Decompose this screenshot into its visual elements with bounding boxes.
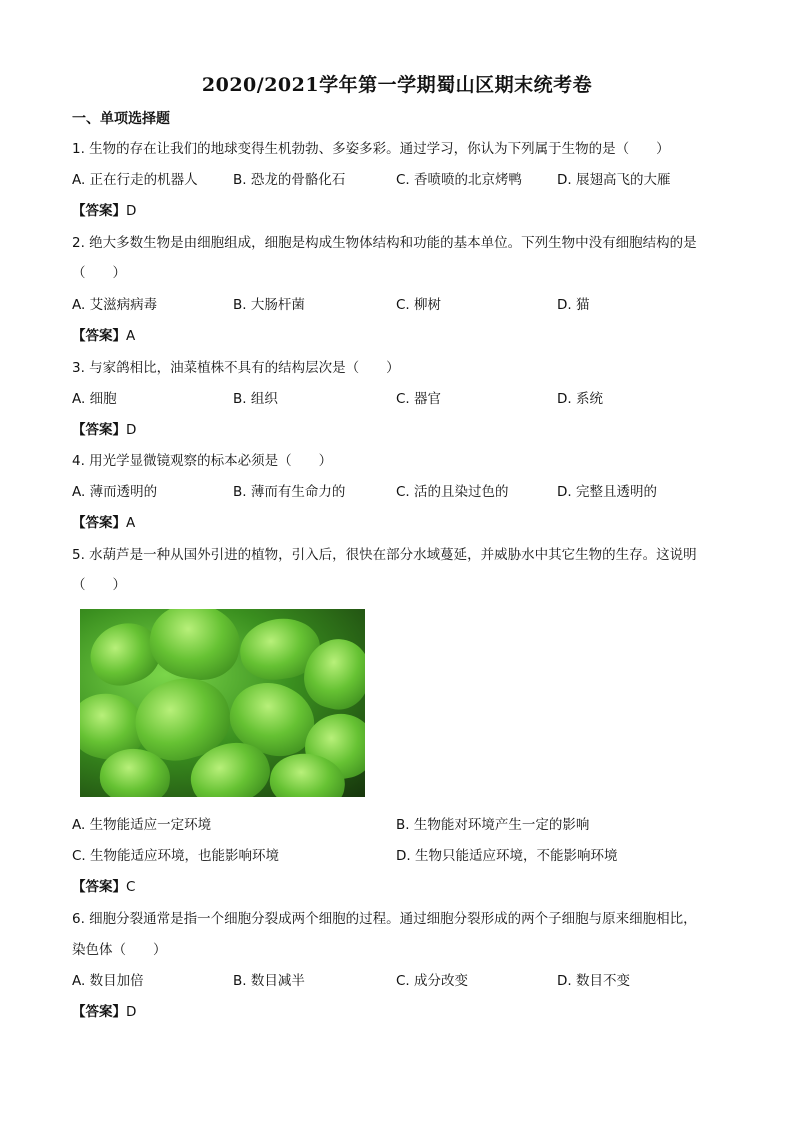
answer-value: C bbox=[126, 879, 136, 895]
answer-value: D bbox=[126, 1004, 137, 1020]
question-1-option-b: B. 恐龙的骨骼化石 bbox=[233, 172, 346, 188]
answer-tag: 【答案】 bbox=[72, 515, 126, 531]
answer-value: D bbox=[126, 203, 137, 219]
water-hyacinth-photo bbox=[80, 609, 365, 797]
question-4-option-a: A. 薄而透明的 bbox=[72, 484, 158, 500]
question-5-option-c: C. 生物能适应环境，也能影响环境 bbox=[72, 848, 280, 864]
answer-tag: 【答案】 bbox=[72, 422, 126, 438]
answer-tag: 【答案】 bbox=[72, 328, 126, 344]
question-1-stem: 1. 生物的存在让我们的地球变得生机勃勃、多姿多彩。通过学习，你认为下列属于生物的是（ ） bbox=[72, 141, 670, 157]
question-5-option-d: D. 生物只能适应环境，不能影响环境 bbox=[396, 848, 618, 864]
question-6-answer bbox=[72, 1002, 136, 1022]
question-1-option-c: C. 香喷喷的北京烤鸭 bbox=[396, 172, 523, 188]
question-3-answer bbox=[72, 420, 136, 440]
question-3-option-d: D. 系统 bbox=[557, 391, 603, 407]
answer-tag: 【答案】 bbox=[72, 203, 126, 219]
question-3-option-b: B. 组织 bbox=[233, 391, 278, 407]
question-5-option-b: B. 生物能对环境产生一定的影响 bbox=[396, 817, 590, 833]
answer-value: A bbox=[126, 515, 136, 531]
answer-tag: 【答案】 bbox=[72, 879, 126, 895]
question-6-stem-cont: 染色体（ ） bbox=[72, 942, 167, 958]
question-1-option-d: D. 展翅高飞的大雁 bbox=[557, 172, 671, 188]
question-1-option-a: A. 正在行走的机器人 bbox=[72, 172, 198, 188]
question-4-option-b: B. 薄而有生命力的 bbox=[233, 484, 346, 500]
question-6-option-a: A. 数目加倍 bbox=[72, 973, 144, 989]
answer-value: A bbox=[126, 328, 136, 344]
question-2-answer bbox=[72, 326, 135, 346]
leaf-shape bbox=[144, 609, 246, 686]
question-2-stem: 2. 绝大多数生物是由细胞组成，细胞是构成生物体结构和功能的基本单位。下列生物中没有细胞结构的是 bbox=[72, 235, 697, 251]
question-2-option-b: B. 大肠杆菌 bbox=[233, 297, 305, 313]
question-5-stem-cont: （ ） bbox=[72, 577, 126, 593]
question-3-stem: 3. 与家鸽相比，油菜植株不具有的结构层次是（ ） bbox=[72, 360, 400, 376]
question-6-option-d: D. 数目不变 bbox=[557, 973, 630, 989]
question-4-stem: 4. 用光学显微镜观察的标本必须是（ ） bbox=[72, 453, 333, 469]
question-4-option-d: D. 完整且透明的 bbox=[557, 484, 657, 500]
question-6-stem: 6. 细胞分裂通常是指一个细胞分裂成两个细胞的过程。通过细胞分裂形成的两个子细胞与原来细胞相比， bbox=[72, 911, 697, 927]
answer-tag: 【答案】 bbox=[72, 1004, 126, 1020]
answer-value: D bbox=[126, 422, 137, 438]
page-title: 2020/2021学年第一学期蜀山区期末统考卷 bbox=[201, 74, 593, 96]
question-5-option-a: A. 生物能适应一定环境 bbox=[72, 817, 212, 833]
question-4-option-c: C. 活的且染过色的 bbox=[396, 484, 509, 500]
question-3-option-c: C. 器官 bbox=[396, 391, 442, 407]
question-2-option-a: A. 艾滋病病毒 bbox=[72, 297, 158, 313]
question-2-option-d: D. 猫 bbox=[557, 297, 590, 313]
question-5-answer bbox=[72, 877, 135, 897]
question-5-stem: 5. 水葫芦是一种从国外引进的植物，引入后，很快在部分水域蔓延，并威胁水中其它生物的生存。这说明 bbox=[72, 547, 697, 563]
question-6-option-c: C. 成分改变 bbox=[396, 973, 469, 989]
question-1-answer bbox=[72, 201, 136, 221]
question-2-option-c: C. 柳树 bbox=[396, 297, 442, 313]
question-6-option-b: B. 数目减半 bbox=[233, 973, 305, 989]
question-4-answer bbox=[72, 513, 135, 533]
question-3-option-a: A. 细胞 bbox=[72, 391, 117, 407]
section-heading: 一、单项选择题 bbox=[72, 111, 170, 127]
question-2-stem-cont: （ ） bbox=[72, 265, 126, 281]
